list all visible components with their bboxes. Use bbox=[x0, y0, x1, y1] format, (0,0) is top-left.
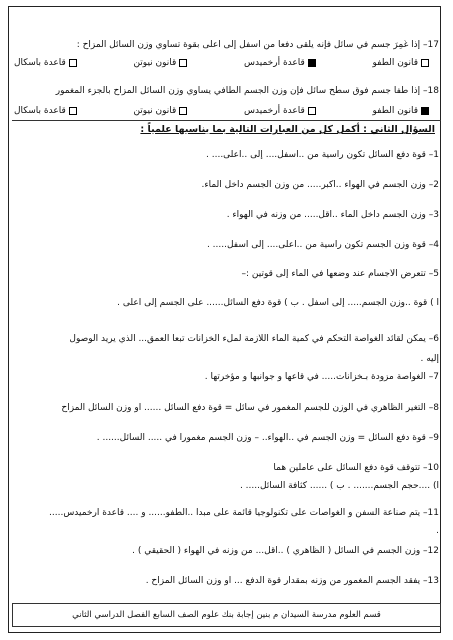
answer-line-5: 5– تتعرض الأجسام عند وضعها في الماء إلى قوتين :– bbox=[241, 269, 439, 279]
q18-option-3-checkbox[interactable] bbox=[179, 107, 187, 115]
q18-option-3-label: قانون نيوتن bbox=[133, 106, 177, 116]
q17-option-3-checkbox[interactable] bbox=[179, 59, 187, 67]
q17-option-4-checkbox[interactable] bbox=[69, 59, 77, 67]
answer-line-11: 11– يتم صناعة السفن و الغواصات على تكنولوجيا قائمة على مبدأ ..الطفو...... و .... قاعدة أرخميدس..... bbox=[49, 508, 439, 518]
q18-option-1-label: قانون الطفو bbox=[372, 106, 418, 116]
q18-option-2[interactable] bbox=[244, 104, 316, 118]
page-footer: قسم العلوم مدرسة السيدان م بنين إجابة بنك علوم الصف السابع الفصل الدراسي الثاني bbox=[12, 603, 441, 627]
answer-line-9: 9– قوة دفع السائل = وزن الجسم في ..الهواء.. – وزن الجسم مغمورا في ..... السائل...... . bbox=[96, 433, 439, 443]
q18-option-2-label: قاعدة أرخميدس bbox=[244, 106, 305, 116]
question-18-options bbox=[14, 104, 429, 118]
answer-line-2: 2– وزن الجسم في الهواء ..أكبر..... من وزن الجسم داخل الماء. bbox=[201, 180, 439, 190]
question-18-text: 18– إذا طفا جسم فوق سطح سائل فإن وزن الجسم الطافي يساوي وزن السائل المزاح بالجزء المغمور bbox=[55, 86, 439, 96]
question-17-options bbox=[14, 56, 429, 70]
q17-option-1[interactable] bbox=[373, 56, 430, 70]
answer-line-6b: إليه . bbox=[420, 354, 439, 364]
q17-option-3-label: قانون نيوتن bbox=[133, 58, 177, 68]
section-2-title: السؤال الثاني : أكمل كل من العبارات التالية بما يناسبها علمياً : bbox=[140, 124, 435, 135]
q17-option-1-label: قانون الطفو bbox=[372, 58, 418, 68]
answer-line-10: 10– تتوقف قوة دفع السائل على عاملين هما bbox=[273, 463, 439, 473]
q18-option-1[interactable] bbox=[373, 104, 430, 118]
q18-option-1-checkbox[interactable] bbox=[421, 107, 429, 115]
q18-option-2-checkbox[interactable] bbox=[308, 107, 316, 115]
answer-line-3: 3– وزن الجسم داخل الماء ..أقل..... من وزنه في الهواء . bbox=[226, 210, 439, 220]
q17-option-3[interactable] bbox=[133, 56, 187, 70]
q17-option-4-label: قاعدة باسكال bbox=[14, 58, 66, 68]
answer-line-7: 7– الغواصة مزودة بـخزانات..... في قاعها و جوانبها و مؤخرتها . bbox=[204, 372, 439, 382]
answer-line-11b: . bbox=[436, 526, 439, 536]
answer-line-1: 1– قوة دفع السائل تكون رأسية من ..أسفل.... إلى ..أعلى.... . bbox=[206, 150, 439, 160]
q17-option-4[interactable] bbox=[14, 56, 77, 70]
question-17-text: 17– إذا غُمِرَ جسم في سائل فإنه يلقى دفعا من أسفل إلى أعلى بقوة تساوي وزن السائل المزاح : bbox=[76, 40, 439, 50]
answer-line-6: 6– يمكن لقائد الغواصة التحكم في كمية الماء اللازمة لملء الخزانات تبعاً العمق... الذي يريد الوصول bbox=[69, 334, 439, 344]
q18-option-4-label: قاعدة باسكال bbox=[14, 106, 66, 116]
answer-line-12: 12– وزن الجسم في السائل ( الظاهري ) ..أقل... من وزنه في الهواء ( الحقيقي ) . bbox=[132, 546, 439, 556]
q17-option-2[interactable] bbox=[244, 56, 316, 70]
answer-line-4: 4– قوة وزن الجسم تكون رأسية من ..أعلى.... إلى أسفل..... . bbox=[206, 240, 439, 250]
answer-line-5a: أ ) قوة ..وزن الجسم..... إلى أسفل . ب ) قوة دفع السائل...... على الجسم إلى أعلى . bbox=[117, 298, 439, 308]
separator-line bbox=[12, 120, 441, 121]
page-border bbox=[8, 6, 441, 633]
answer-line-13: 13– يفقد الجسم المغمور من وزنه بمقدار قوة الدفع ... أو وزن السائل المزاح . bbox=[145, 576, 439, 586]
q17-option-1-checkbox[interactable] bbox=[421, 59, 429, 67]
q18-option-4[interactable] bbox=[14, 104, 77, 118]
answer-line-8: 8– التغير الظاهري في الوزن للجسم المغمور في سائل = قوة دفع السائل ...... أو وزن السائل المزاح bbox=[61, 403, 439, 413]
q17-option-2-label: قاعدة أرخميدس bbox=[244, 58, 305, 68]
q18-option-3[interactable] bbox=[133, 104, 187, 118]
q17-option-2-checkbox[interactable] bbox=[308, 59, 316, 67]
answer-line-10a: أ) ....حجم الجسم....... . ب ) ...... كثافة السائل..... . bbox=[239, 481, 439, 491]
q18-option-4-checkbox[interactable] bbox=[69, 107, 77, 115]
